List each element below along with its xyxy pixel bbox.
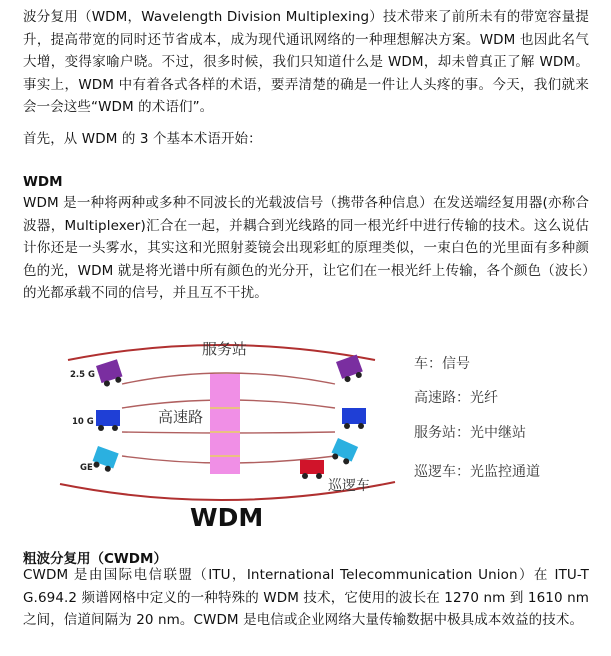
first-terms-line: 首先，从 WDM 的 3 个基本术语开始：: [23, 131, 262, 147]
cyan-car-left: [91, 446, 119, 473]
purple-car-left: [96, 359, 124, 388]
legend-signal: 车：信号: [414, 356, 470, 372]
intro-paragraph: 波分复用（WDM，Wavelength Division Multiplexing）技术带来了前所未有的带宽容量提升，提高带宽的同时还节省成本，成为现代通讯网络的一种理想解决方案。WDM 也因此名气大增，变得家喻户晓。不过，很多时候，我们只知道什么是 WDM，却未曾真正了解 WDM。事实上，WDM 中有着各式各样的术语，要弄清楚的确是一件让人头疼的事。今天，我们就来会一会这些“WDM 的术语们”。: [23, 9, 589, 115]
wdm-paragraph: WDM 是一种将两种或多种不同波长的光载波信号（携带各种信息）在发送端经复用器(亦称合波器，Multiplexer)汇合在一起，并耦合到光线路的同一根光纤中进行传输的技术。这么说估计你还是一头雾水，其实这和光照射菱镜会出现彩虹的原理类似，一束白色的光里面有多种颜色的光，WDM 就是将光谱中所有颜色的光分开，让它们在一根光纤上传输，各个颜色（波长）的光都承载不同的信号，并且互不干扰。: [23, 195, 589, 301]
patrol-car: [300, 460, 324, 479]
rate-label-2-5g: 2.5 G: [70, 370, 95, 380]
cwdm-paragraph: CWDM 是由国际电信联盟（ITU，International Telecommunication Union）在 ITU-T G.694.2 频谱网格中定义的一种特殊的 WDM 技术，它使用的波长在 1270 nm 到 1610 nm 之间，信道间隔为 20 nm。CWDM 是电信或企业网络大量传输数据中极具成本效益的技术。: [23, 567, 589, 628]
cyan-car-right: [329, 438, 358, 466]
diagram-title: WDM: [190, 503, 264, 532]
cwdm-heading: 粗波分复用（CWDM）: [23, 551, 167, 567]
highway-label: 高速路: [158, 408, 204, 426]
blue-car-right: [342, 408, 366, 429]
purple-car-right: [336, 354, 365, 383]
rate-label-ge: GE: [80, 463, 93, 473]
patrol-car-label: 巡逻车: [328, 478, 370, 494]
legend-supervisory: 巡逻车：光监控通道: [414, 464, 540, 480]
highway-band: [210, 374, 240, 474]
blue-car-left: [96, 410, 120, 431]
legend-repeater: 服务站：光中继站: [414, 425, 526, 441]
rate-label-10g: 10 G: [72, 417, 94, 427]
service-station-label: 服务站: [202, 340, 248, 358]
wdm-heading: WDM: [23, 174, 63, 190]
legend-fiber: 高速路：光纤: [414, 390, 498, 406]
